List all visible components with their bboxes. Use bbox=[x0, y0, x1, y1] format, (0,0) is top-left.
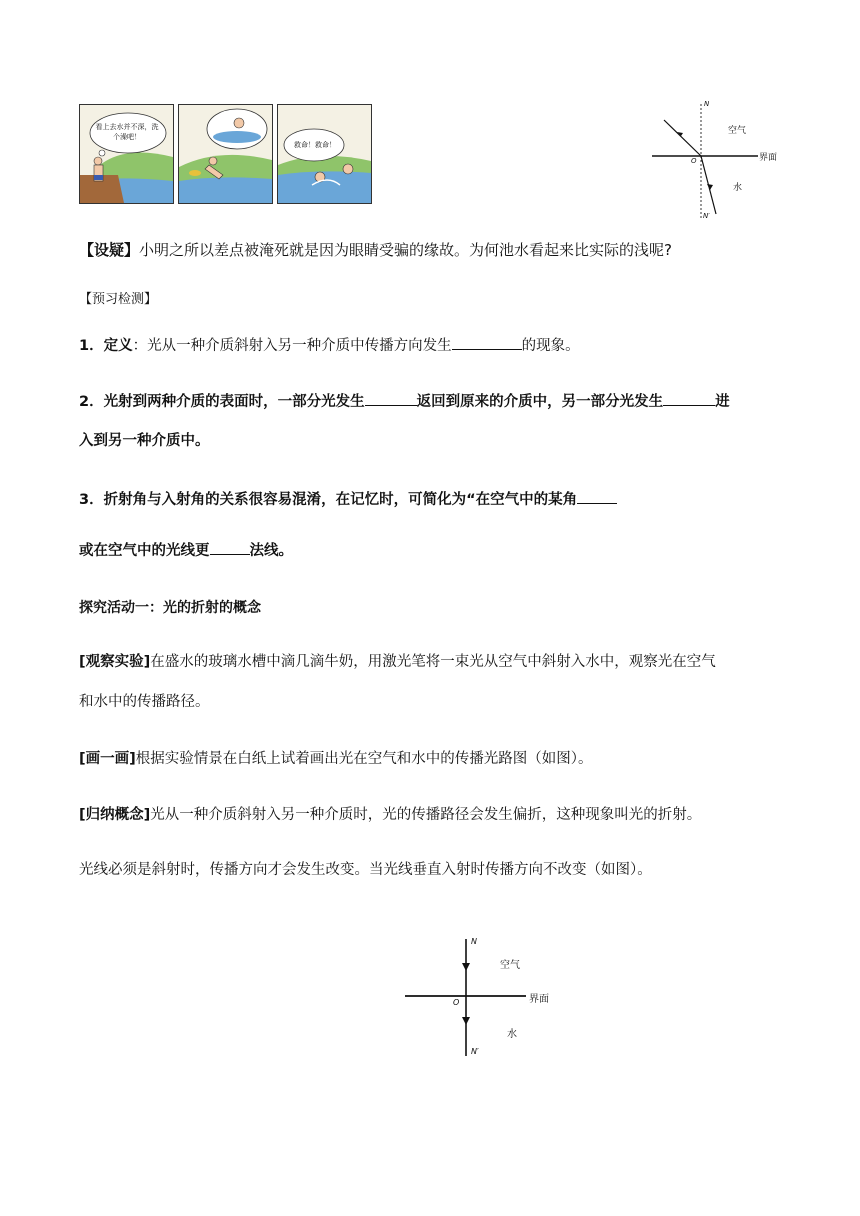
refraction-diagram bbox=[648, 98, 788, 226]
draw-tag: [画一画] bbox=[79, 751, 136, 767]
normal-label-n: N bbox=[704, 100, 710, 108]
item-2-line-2: 入到另一种介质中。 bbox=[79, 433, 210, 449]
question-tag: 【设疑】 bbox=[79, 241, 140, 259]
item-2-text-b: 返回到原来的介质中，另一部分光发生 bbox=[416, 394, 664, 410]
origin-label: O bbox=[691, 157, 697, 165]
item-1-blank[interactable] bbox=[452, 335, 522, 350]
activity-1-heading: 探究活动一：光的折射的概念 bbox=[79, 600, 261, 616]
interface-label: 界面 bbox=[759, 153, 778, 163]
comic-panel-2 bbox=[178, 104, 273, 204]
item-1-label: 1．定义 bbox=[79, 338, 133, 354]
item-3-text-b: 或在空气中的光线更 bbox=[79, 543, 210, 559]
comic-bubble-3: 救命！救命！ bbox=[294, 141, 336, 149]
item-2-text-a: 2．光射到两种介质的表面时，一部分光发生 bbox=[79, 394, 365, 410]
comic-scene-2 bbox=[179, 105, 272, 203]
water-label-2: 水 bbox=[507, 1029, 517, 1040]
item-1-text-a: 光从一种介质斜射入另一种介质中传播方向发生 bbox=[147, 338, 452, 354]
question-text: 小明之所以差点被淹死就是因为眼睛受骗的缘故。为何池水看起来比实际的浅呢? bbox=[139, 241, 672, 259]
item-3-blank-1[interactable] bbox=[577, 489, 617, 504]
item-3-text-a: 3．折射角与入射角的关系很容易混淆，在记忆时，可简化为“在空气中的某角 bbox=[79, 492, 578, 508]
item-2-line-1 bbox=[79, 389, 730, 415]
air-label: 空气 bbox=[728, 126, 747, 136]
item-2-blank-2[interactable] bbox=[663, 391, 715, 406]
item-1 bbox=[79, 333, 580, 359]
item-2-text-c: 进 bbox=[715, 394, 730, 410]
comic-scene-3 bbox=[278, 105, 371, 203]
comic-bubble-1: 看上去水并不深，洗个澡吧！ bbox=[95, 123, 159, 141]
observe-tag: [观察实验] bbox=[79, 654, 151, 670]
conclude-tag: [归纳概念] bbox=[79, 807, 151, 823]
draw-paragraph bbox=[79, 746, 593, 772]
preview-heading: 【预习检测】 bbox=[79, 292, 158, 307]
comic-panel-1 bbox=[79, 104, 174, 204]
normal-label-n-2: N bbox=[471, 937, 477, 946]
conclude-text: 光从一种介质斜射入另一种介质时，光的传播路径会发生偏折，这种现象叫光的折射。 bbox=[150, 807, 702, 823]
item-3-line-1 bbox=[79, 487, 617, 513]
water-label: 水 bbox=[733, 183, 743, 193]
normal-label-n-prime: N′ bbox=[703, 212, 710, 220]
item-3-text-c: 法线。 bbox=[249, 543, 293, 559]
observe-text-1: 在盛水的玻璃水槽中滴几滴牛奶，用激光笔将一束光从空气中斜射入水中，观察光在空气 bbox=[150, 654, 716, 670]
item-3-line-2 bbox=[79, 538, 293, 564]
item-1-colon: ： bbox=[132, 338, 148, 354]
item-1-text-b: 的现象。 bbox=[521, 338, 580, 354]
note-paragraph: 光线必须是斜射时，传播方向才会发生改变。当光线垂直入射时传播方向不改变（如图）。 bbox=[79, 862, 652, 878]
observe-line-1 bbox=[79, 649, 716, 675]
comic-panel-3 bbox=[277, 104, 372, 204]
normal-label-n-prime-2: N′ bbox=[471, 1047, 479, 1056]
item-2-blank-1[interactable] bbox=[365, 391, 417, 406]
comic-scene-1 bbox=[80, 105, 173, 203]
draw-text: 根据实验情景在白纸上试着画出光在空气和水中的传播光路图（如图）。 bbox=[135, 751, 593, 767]
question-paragraph bbox=[79, 237, 672, 263]
item-3-blank-2[interactable] bbox=[210, 540, 250, 555]
conclude-paragraph bbox=[79, 802, 701, 828]
perpendicular-diagram bbox=[400, 935, 570, 1060]
air-label-2: 空气 bbox=[500, 960, 520, 971]
origin-label-2: O bbox=[453, 998, 460, 1007]
interface-label-2: 界面 bbox=[529, 994, 549, 1005]
observe-line-2: 和水中的传播路径。 bbox=[79, 694, 210, 710]
